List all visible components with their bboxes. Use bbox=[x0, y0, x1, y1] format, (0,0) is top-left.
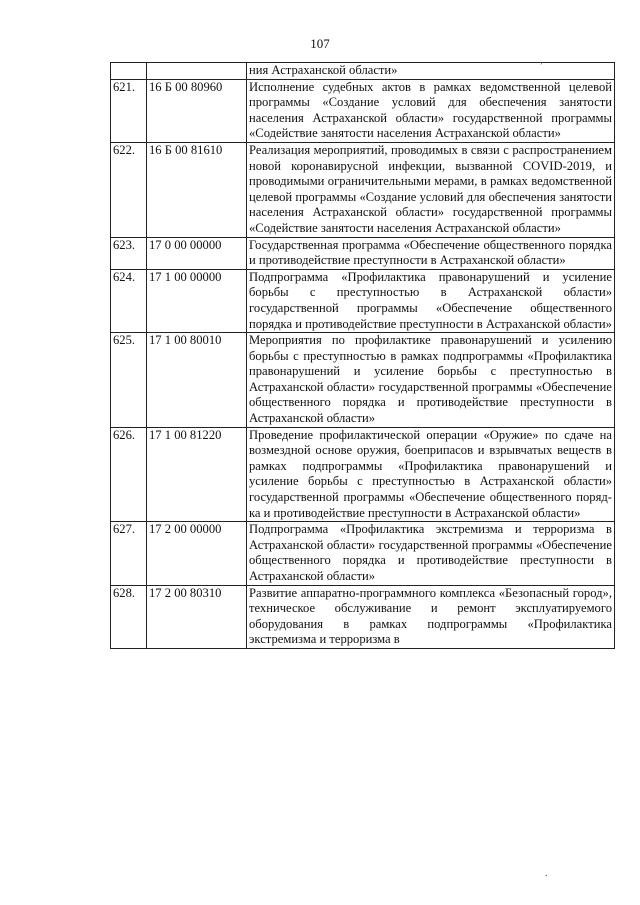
row-description: Исполнение судебных актов в рамках ведомственной целевой программы «Создание условий для обеспечения занятости населения Астраханской области» государственной программы «Содействие занятости населения Астраханской области» bbox=[247, 79, 615, 142]
row-number: 624. bbox=[111, 269, 147, 332]
table-row bbox=[111, 522, 615, 585]
table-body bbox=[111, 63, 615, 649]
row-code: 16 Б 00 80960 bbox=[147, 79, 247, 142]
row-description: Развитие аппаратно-программного комплекса «Безопасный город», техническое обслуживание и ремонт эксплуатируемого оборудования в рамках подпрограммы «Профилактика экстремизма и терроризма в bbox=[247, 585, 615, 648]
row-code: 17 2 00 80310 bbox=[147, 585, 247, 648]
table-row bbox=[111, 63, 615, 80]
table-row bbox=[111, 79, 615, 142]
row-code bbox=[147, 63, 247, 80]
scan-speck: . bbox=[545, 868, 548, 879]
row-description: Проведение профилактической операции «Оружие» по сдаче на возмездной основе оружия, боеприпасов и взрывчатых веществ в рамках подпрограммы «Профилактика правонарушений и усиление борьбы с преступностью в Астраханской области» государственной программы «Обеспечение общественного порядка и противодействие преступности в Астраханской области» bbox=[247, 427, 615, 522]
row-code: 17 1 00 81220 bbox=[147, 427, 247, 522]
row-number: 626. bbox=[111, 427, 147, 522]
row-number: 622. bbox=[111, 142, 147, 237]
row-description: Государственная программа «Обеспечение общественного порядка и противодействие преступности в Астраханской области» bbox=[247, 237, 615, 269]
code-table bbox=[110, 62, 615, 649]
row-code: 17 1 00 80010 bbox=[147, 333, 247, 428]
row-description: Подпрограмма «Профилактика правонарушений и усиление борьбы с преступностью в Астраханской области» государственной программы «Обеспечение общественного порядка и противодействие преступности в Астраханской области» bbox=[247, 269, 615, 332]
scan-speck: , bbox=[540, 55, 543, 66]
row-number: 623. bbox=[111, 237, 147, 269]
row-description: Мероприятия по профилактике правонарушений и усилению борьбы с преступностью в рамках подпрограммы «Профилактика правонарушений и усиление борьбы с преступностью в Астраханской области» государственной программы «Обеспечение общественного порядка и противодействие преступности в Астраханской области» bbox=[247, 333, 615, 428]
table-row bbox=[111, 269, 615, 332]
row-code: 17 2 00 00000 bbox=[147, 522, 247, 585]
row-code: 16 Б 00 81610 bbox=[147, 142, 247, 237]
row-description: ния Астраханской области» bbox=[247, 63, 615, 80]
row-number: 628. bbox=[111, 585, 147, 648]
row-number: 621. bbox=[111, 79, 147, 142]
table-row bbox=[111, 142, 615, 237]
table-row bbox=[111, 585, 615, 648]
row-number: 627. bbox=[111, 522, 147, 585]
row-number bbox=[111, 63, 147, 80]
page-number: 107 bbox=[310, 36, 330, 51]
row-description: Подпрограмма «Профилактика экстремизма и терроризма в Астраханской области» государственной программы «Обеспечение общественного порядка и противодействие преступности в Астраханской области» bbox=[247, 522, 615, 585]
table-row bbox=[111, 237, 615, 269]
table-row bbox=[111, 427, 615, 522]
row-number: 625. bbox=[111, 333, 147, 428]
table-row bbox=[111, 333, 615, 428]
row-code: 17 1 00 00000 bbox=[147, 269, 247, 332]
row-code: 17 0 00 00000 bbox=[147, 237, 247, 269]
row-description: Реализация мероприятий, проводимых в связи с распространением новой коронавирусной инфекции, вызванной COVID-2019, и проводимыми ограничительными мерами, в рамках ведомственной целевой программы «Создание условий для обеспечения занятости населения Астраханской области» государственной программы «Содействие занятости населения Астраханской области» bbox=[247, 142, 615, 237]
